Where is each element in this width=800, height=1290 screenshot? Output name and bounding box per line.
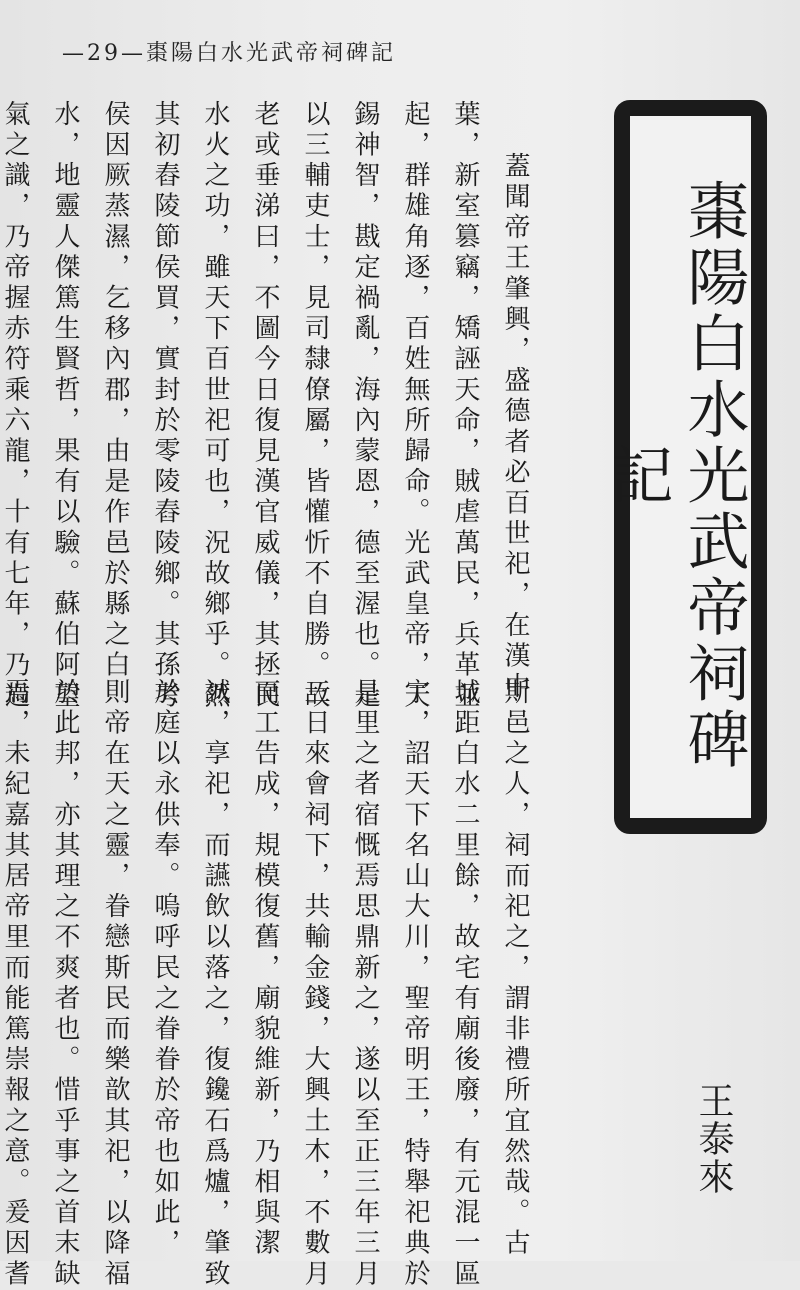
text-column: 宇，詔天下名山大川，聖帝明王，特舉祀典於 xyxy=(400,678,430,1290)
text-block-lower xyxy=(0,678,540,1290)
text-column: 以三輔吏士，見司隸僚屬，皆懽忻不自勝。故 xyxy=(300,100,330,712)
text-column: 水，地靈人傑篤生賢哲，果有以驗。蘇伯阿望 xyxy=(50,100,80,712)
text-column: 則帝在天之靈，眷戀斯民而樂歆其祀，以降福 xyxy=(100,678,130,1290)
text-column: 焉，未紀嘉其居帝里而能篤崇報之意。爰因耆 xyxy=(0,678,30,1290)
running-head: —29—棗陽白水光武帝祠碑記 xyxy=(62,41,396,66)
text-block-upper xyxy=(0,100,540,712)
text-column: 三日來會祠下，共輸金錢，大興土木，不數月 xyxy=(300,678,330,1290)
text-column: 其初舂陵節侯買，實封於零陵舂陵鄉。其孫考 xyxy=(150,100,180,712)
title-frame xyxy=(601,100,767,834)
text-column: 誠，享祀，而讌飲以落之，復鑱石爲爐，肇致 xyxy=(200,678,230,1290)
text-column: 氣之識，乃帝握赤符乘六龍，十有七年，乃過 xyxy=(0,100,30,712)
text-column: 錫神智，戡定禍亂，海內蒙恩，德至渥也。是 xyxy=(350,100,380,712)
text-column: 於此邦，亦其理之不爽者也。惜乎事之首末缺 xyxy=(50,678,80,1290)
author-name: 王泰來 xyxy=(693,1082,734,1196)
text-column: 於庭以永供奉。嗚呼民之眷眷於帝也如此， xyxy=(150,678,180,1260)
text-column: 是里之者宿慨焉思鼎新之，遂以至正三年三月 xyxy=(350,678,380,1290)
text-column: 水火之功，雖天下百世祀可也，況故鄉乎。然 xyxy=(200,100,230,712)
text-column: 城距白水二里餘，故宅有廟後廢，有元混一區 xyxy=(450,678,480,1290)
text-column: 蓋聞帝王肇興，盛德者必百世祀，在漢中 xyxy=(500,152,530,703)
text-column: 而工告成，規模復舊，廟貌維新，乃相與潔 xyxy=(250,678,280,1260)
page-title: 棗陽白水光武帝祠碑記 xyxy=(601,179,750,773)
text-column: 老或垂涕曰，不圖今日復見漢官威儀，其拯民 xyxy=(250,100,280,712)
text-column: 葉，新室篡竊，矯誣天命，賊虐萬民，兵革並 xyxy=(450,100,480,712)
text-column: 起，群雄角逐，百姓無所歸命。光武皇帝，天 xyxy=(400,100,430,712)
text-column: 侯因厥蒸濕，乞移內郡，由是作邑於縣之白 xyxy=(100,100,130,682)
text-column: 斯邑之人，祠而祀之，謂非禮所宜然哉。古 xyxy=(500,678,530,1260)
